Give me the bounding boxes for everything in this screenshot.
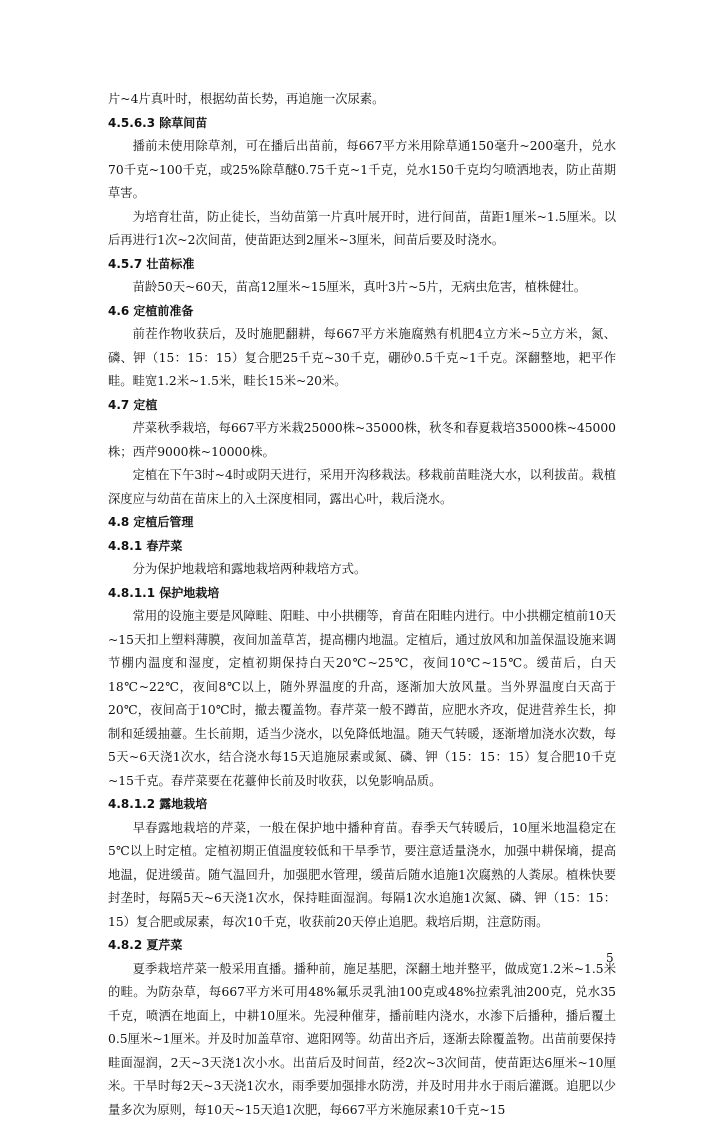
heading-482: 4.8.2 夏芹菜 bbox=[108, 934, 616, 958]
heading-481: 4.8.1 春芹菜 bbox=[108, 535, 616, 559]
paragraph: 苗龄50天~60天，苗高12厘米~15厘米，真叶3片~5片，无病虫危害，植株健壮。 bbox=[108, 276, 616, 300]
paragraph: 常用的设施主要是风障畦、阳畦、中小拱棚等，育苗在阳畦内进行。中小拱棚定植前10天~15天扣上塑料薄膜，夜间加盖草苫，提高棚内地温。定植后，通过放风和加盖保温设施来调节棚内温度和湿度，定植初期保持白天20℃~25℃，夜间10℃~15℃。缓苗后，白天18℃~22℃，夜间8℃以上，随外界温度的升高，逐渐加大放风量。当外界温度白天高于20℃，夜间高于10℃时，撤去覆盖物。春芹菜一般不蹲苗，应肥水齐攻，促进营养生长，抑制和延缓抽薹。生长前期，适当少浇水，以免降低地温。随天气转暖，逐渐增加浇水次数，每5天~6天浇1次水，结合浇水每15天追施尿素或氮、磷、钾（15：15：15）复合肥10千克~15千克。春芹菜要在花薹伸长前及时收获，以免影响品质。 bbox=[108, 605, 616, 793]
paragraph: 前茬作物收获后，及时施肥翻耕，每667平方米施腐熟有机肥4立方米~5立方米，氮、磷、钾（15：15：15）复合肥25千克~30千克，硼砂0.5千克~1千克。深翻整地，耙平作畦。畦宽1.2米~1.5米，畦长15米~20米。 bbox=[108, 323, 616, 394]
heading-4563: 4.5.6.3 除草间苗 bbox=[108, 112, 616, 136]
heading-46: 4.6 定植前准备 bbox=[108, 300, 616, 324]
heading-457: 4.5.7 壮苗标准 bbox=[108, 253, 616, 277]
paragraph: 定植在下午3时~4时或阴天进行，采用开沟移栽法。移栽前苗畦浇大水，以利拔苗。栽植深度应与幼苗在苗床上的入土深度相同，露出心叶，栽后浇水。 bbox=[108, 464, 616, 511]
page-number: 5 bbox=[606, 951, 614, 965]
document-body bbox=[108, 88, 616, 1122]
heading-48: 4.8 定植后管理 bbox=[108, 511, 616, 535]
heading-4811: 4.8.1.1 保护地栽培 bbox=[108, 582, 616, 606]
paragraph: 播前未使用除草剂，可在播后出苗前，每667平方米用除草通150毫升~200毫升，兑水70千克~100千克，或25%除草醚0.75千克~1千克，兑水150千克均匀喷洒地表，防止苗期草害。 bbox=[108, 135, 616, 206]
heading-47: 4.7 定植 bbox=[108, 394, 616, 418]
paragraph: 为培育壮苗，防止徒长，当幼苗第一片真叶展开时，进行间苗，苗距1厘米~1.5厘米。以后再进行1次~2次间苗，使苗距达到2厘米~3厘米，间苗后要及时浇水。 bbox=[108, 206, 616, 253]
paragraph: 早春露地栽培的芹菜，一般在保护地中播种育苗。春季天气转暖后，10厘米地温稳定在5℃以上时定植。定植初期正值温度较低和干旱季节，要注意适量浇水，加强中耕保墒，提高地温，促进缓苗。随气温回升，加强肥水管理，缓苗后随水追施1次腐熟的人粪尿。植株快要封垄时，每隔5天~6天浇1次水，保持畦面湿润。每隔1次水追施1次氮、磷、钾（15：15：15）复合肥或尿素，每次10千克，收获前20天停止追肥。栽培后期，注意防雨。 bbox=[108, 817, 616, 935]
paragraph-continued: 片~4片真叶时，根据幼苗长势，再追施一次尿素。 bbox=[108, 88, 616, 112]
paragraph: 分为保护地栽培和露地栽培两种栽培方式。 bbox=[108, 558, 616, 582]
paragraph: 夏季栽培芹菜一般采用直播。播种前，施足基肥，深翻土地并整平，做成宽1.2米~1.5米的畦。为防杂草，每667平方米可用48%氟乐灵乳油100克或48%拉索乳油200克，兑水35千克，喷洒在地面上，中耕10厘米。先浸种催芽，播前畦内浇水，水渗下后播种，播后覆土0.5厘米~1厘米。并及时加盖草帘、遮阳网等。幼苗出齐后，逐渐去除覆盖物。出苗前要保持畦面湿润，2天~3天浇1次小水。出苗后及时间苗，经2次~3次间苗，使苗距达6厘米~10厘米。干旱时每2天~3天浇1次水，雨季要加强排水防涝，并及时用井水于雨后灌溉。追肥以少量多次为原则，每10天~15天追1次肥，每667平方米施尿素10千克~15 bbox=[108, 958, 616, 1122]
paragraph: 芹菜秋季栽培，每667平方米栽25000株~35000株，秋冬和春夏栽培35000株~45000株；西芹9000株~10000株。 bbox=[108, 417, 616, 464]
heading-4812: 4.8.1.2 露地栽培 bbox=[108, 793, 616, 817]
